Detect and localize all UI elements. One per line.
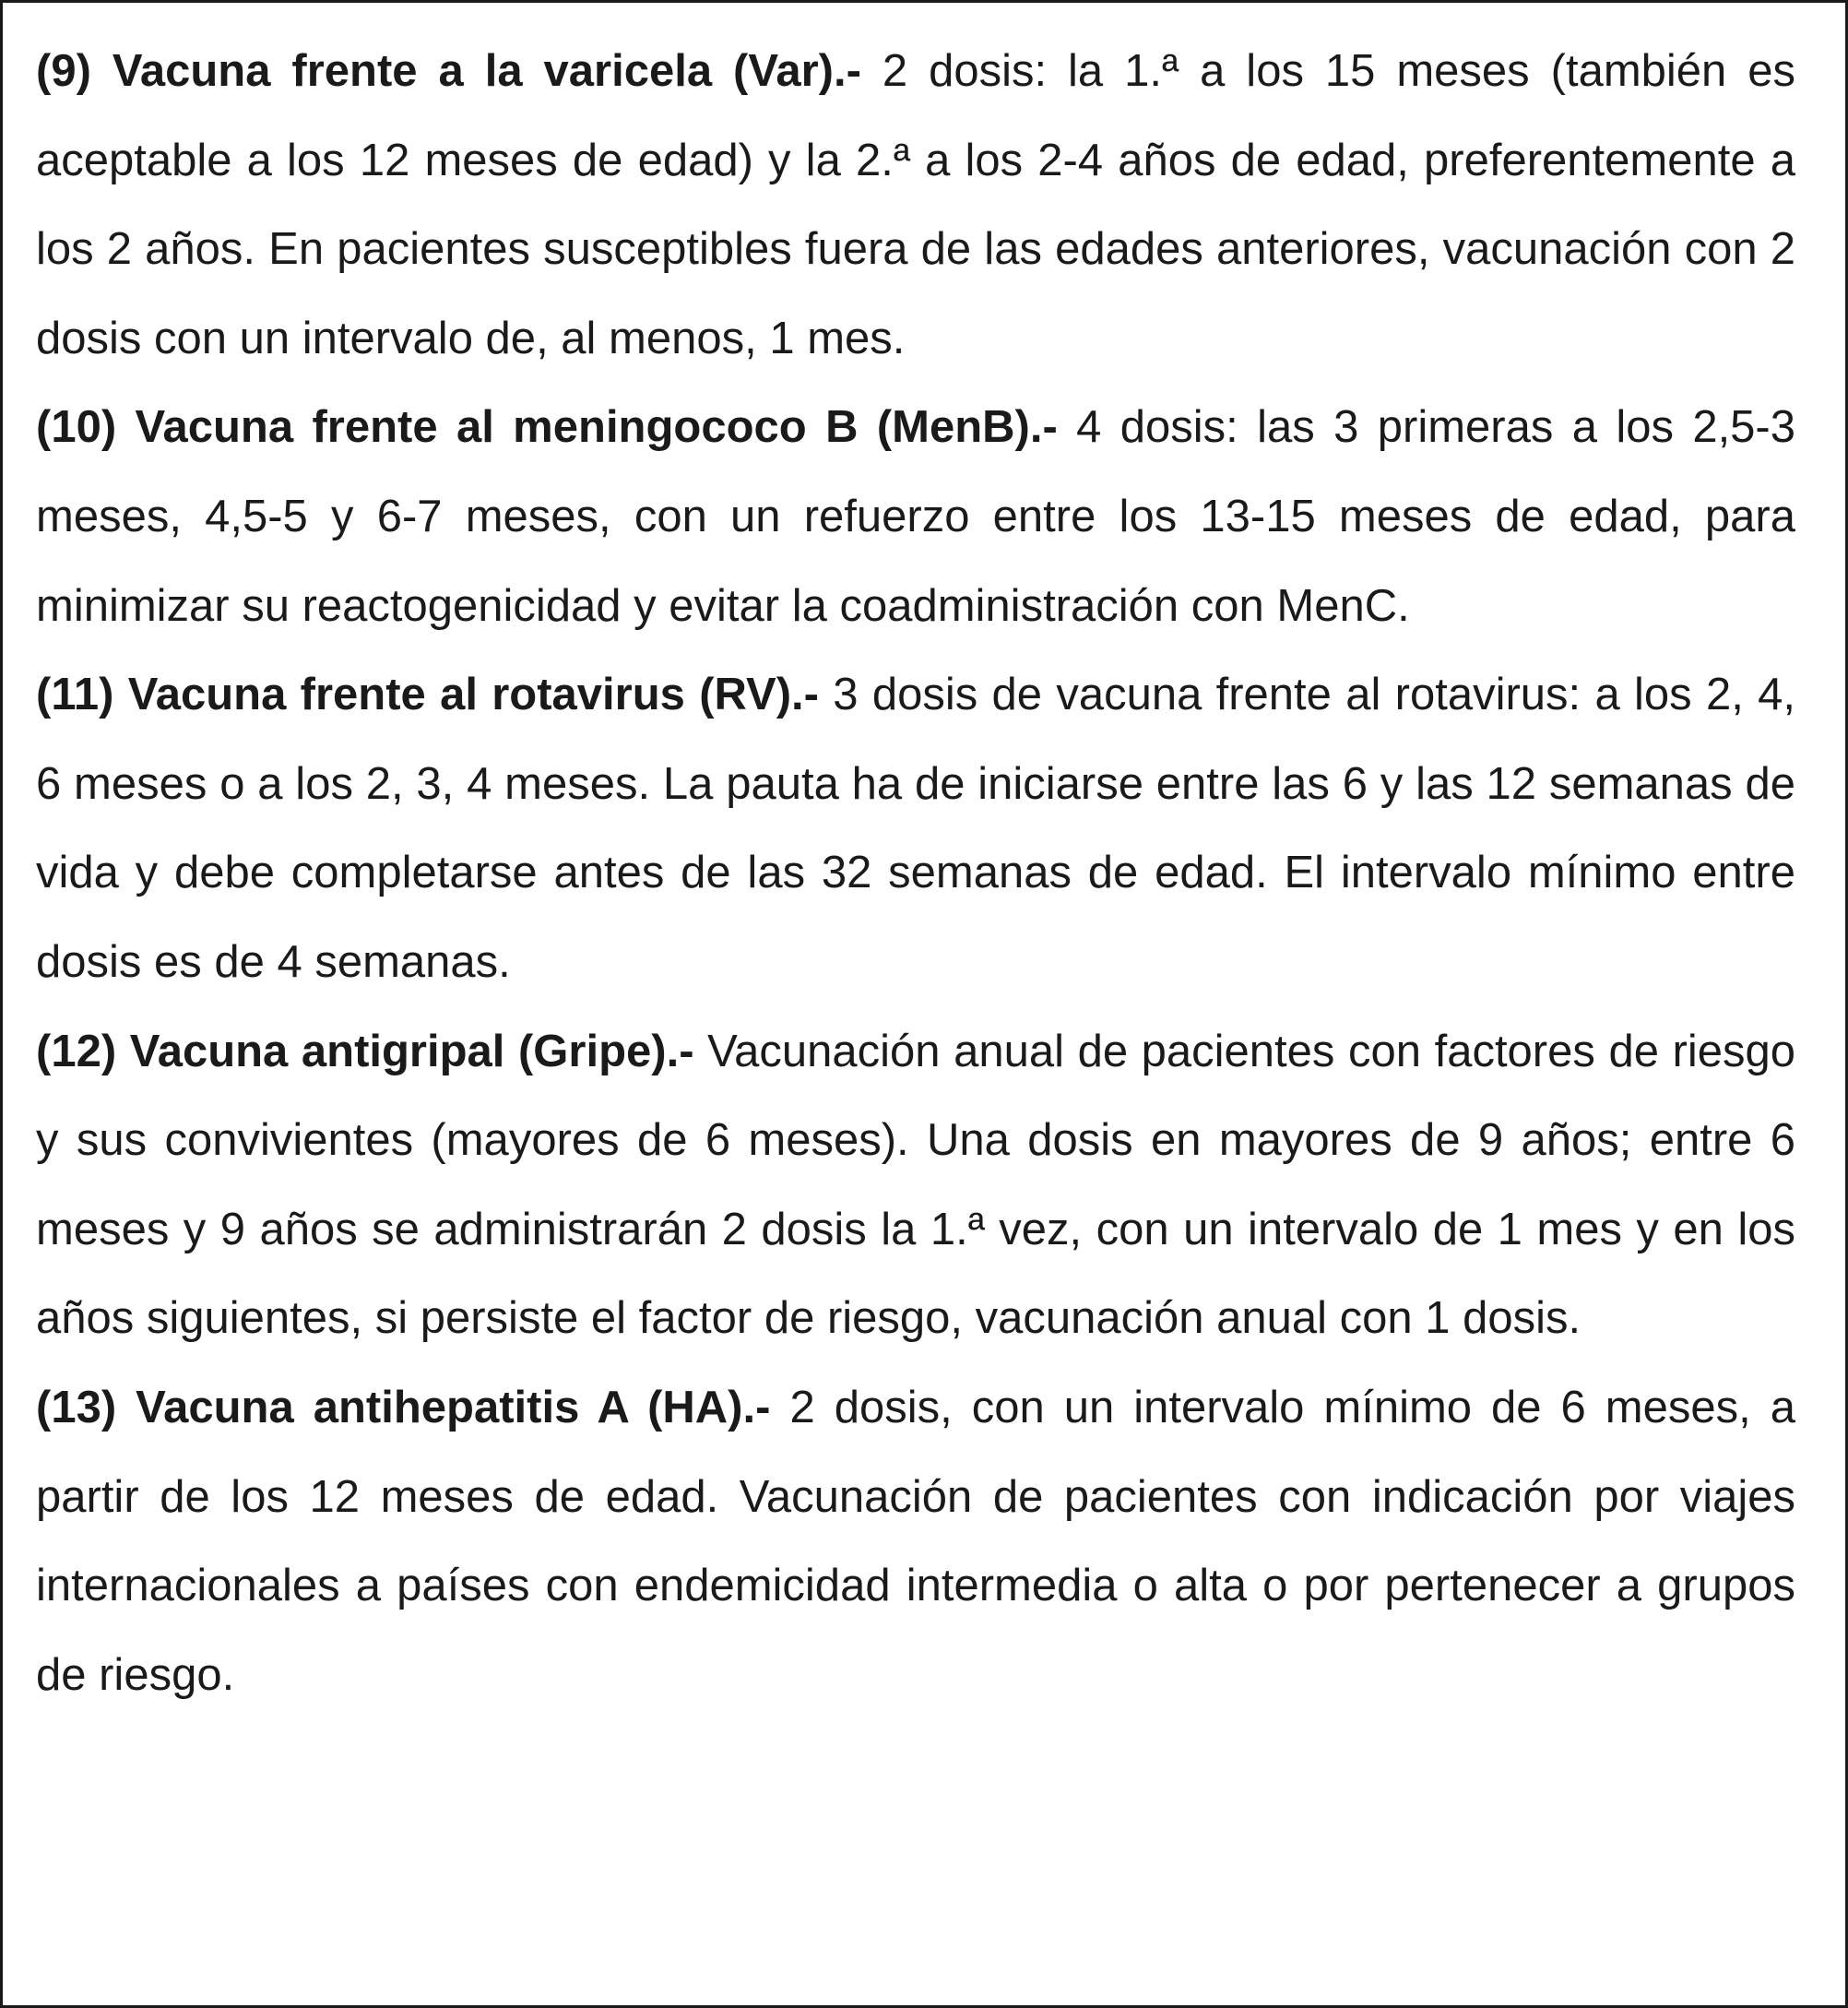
note-gripe xyxy=(36,1007,1795,1363)
note-hepatitis-a xyxy=(36,1363,1795,1719)
note-varicela xyxy=(36,27,1795,383)
note-heading: (10) Vacuna frente al meningococo B (MenB).- xyxy=(36,402,1058,453)
note-heading: (11) Vacuna frente al rotavirus (RV).- xyxy=(36,670,819,720)
note-text: Vacunación anual de pacientes con factores de riesgo y sus convivientes (mayores de 6 meses). Una dosis en mayores de 9 años; entre 6 meses y 9 años se administrarán 2 dosis la 1.ª vez, con un intervalo de 1 mes y en los años siguientes, si persiste el factor de riesgo, vacunación anual con 1 dosis. xyxy=(36,1026,1795,1344)
note-text: 2 dosis: la 1.ª a los 15 meses (también es aceptable a los 12 meses de edad) y la 2.ª a los 2-4 años de edad, preferentemente a los 2 años. En pacientes susceptibles fuera de las edades anteriores, vacunación con 2 dosis con un intervalo de, al menos, 1 mes. xyxy=(36,46,1795,363)
note-heading: (9) Vacuna frente a la varicela (Var).- xyxy=(36,46,861,96)
note-meningococo-b xyxy=(36,383,1795,650)
note-text: 4 dosis: las 3 primeras a los 2,5-3 meses, 4,5-5 y 6-7 meses, con un refuerzo entre los 13-15 meses de edad, para minimizar su reactogenicidad y evitar la coadministración con MenC. xyxy=(36,402,1796,631)
note-rotavirus xyxy=(36,650,1795,1006)
note-heading: (12) Vacuna antigripal (Gripe).- xyxy=(36,1026,694,1076)
note-text: 2 dosis, con un intervalo mínimo de 6 meses, a partir de los 12 meses de edad. Vacunación de pacientes con indicación por viajes internacionales a países con endemicidad intermedia o alta o por pertenecer a grupos de riesgo. xyxy=(36,1382,1795,1700)
note-text: 3 dosis de vacuna frente al rotavirus: a los 2, 4, 6 meses o a los 2, 3, 4 meses. La pauta ha de iniciarse entre las 6 y las 12 semanas de vida y debe completarse antes de las 32 semanas de edad. El intervalo mínimo entre dosis es de 4 semanas. xyxy=(36,670,1795,987)
note-heading: (13) Vacuna antihepatitis A (HA).- xyxy=(36,1382,771,1432)
